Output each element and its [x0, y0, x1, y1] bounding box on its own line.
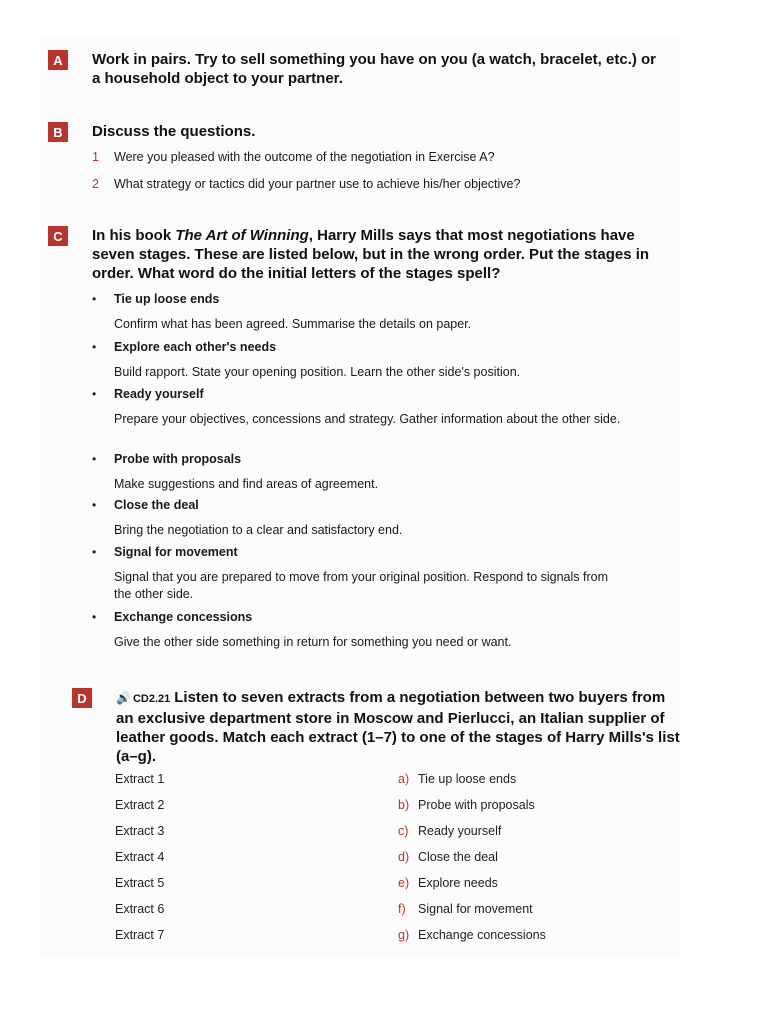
- book-title: The Art of Winning: [175, 227, 309, 244]
- option-item: a) Tie up loose ends: [398, 772, 517, 786]
- extract-item: Extract 5: [115, 876, 165, 890]
- section-a-letter: A: [48, 50, 68, 70]
- stage-title: Ready yourself: [114, 387, 204, 401]
- extract-item: Extract 4: [115, 850, 165, 864]
- extract-item: Extract 1: [115, 772, 165, 786]
- extract-item: Extract 7: [115, 928, 165, 942]
- stage-desc: Bring the negotiation to a clear and satisfactory end.: [114, 523, 403, 537]
- track-number: CD2.21: [132, 693, 171, 705]
- section-d-letter: D: [72, 688, 92, 708]
- stage-desc: Make suggestions and find areas of agreement.: [114, 477, 379, 491]
- audio-icon[interactable]: 🔊: [116, 691, 131, 705]
- question-item: 2 What strategy or tactics did your partner use to achieve his/her objective?: [92, 177, 521, 191]
- stage-desc: Prepare your objectives, concessions and strategy. Gather information about the other side.: [114, 412, 621, 426]
- extract-item: Extract 3: [115, 824, 165, 838]
- question-item: 1 Were you pleased with the outcome of the negotiation in Exercise A?: [92, 150, 495, 164]
- section-d-instruction: 🔊 CD2.21 Listen to seven extracts from a negotiation between two buyers from an exclusive department store in Moscow and Pierlucci, an Italian supplier of leather goods. Match each extract (1–7) to one of the stages of Harry Mills's list (a–g).: [116, 689, 680, 765]
- option-item: e) Explore needs: [398, 876, 498, 890]
- extract-item: Extract 2: [115, 798, 165, 812]
- stage-title: Signal for movement: [114, 545, 238, 559]
- option-item: g) Exchange concessions: [398, 928, 546, 942]
- stage-desc: Build rapport. State your opening position. Learn the other side's position.: [114, 365, 521, 379]
- stage-desc: Give the other side something in return for something you need or want.: [114, 635, 512, 649]
- extract-item: Extract 6: [115, 902, 165, 916]
- stage-title: Explore each other's needs: [114, 340, 277, 354]
- section-c-letter: C: [48, 226, 68, 246]
- option-item: f) Signal for movement: [398, 902, 533, 916]
- section-c-instruction: In his book The Art of Winning, Harry Mills says that most negotiations have seven stages. These are listed below, but in the wrong order. Put the stages in order. What word do the initial letters of the stages spell?: [92, 227, 650, 282]
- stage-desc: Confirm what has been agreed. Summarise the details on paper.: [114, 317, 472, 331]
- stage-title: Probe with proposals: [114, 452, 242, 466]
- stage-desc: Signal that you are prepared to move from your original position. Respond to signals from the other side.: [114, 570, 609, 601]
- section-b-instruction: Discuss the questions.: [92, 123, 256, 140]
- option-item: b) Probe with proposals: [398, 798, 535, 812]
- stage-title: Close the deal: [114, 498, 199, 512]
- section-a-instruction: Work in pairs. Try to sell something you have on you (a watch, bracelet, etc.) or a household object to your partner.: [92, 51, 657, 87]
- stage-title: Exchange concessions: [114, 610, 253, 624]
- stage-title: Tie up loose ends: [114, 292, 220, 306]
- section-b-letter: B: [48, 122, 68, 142]
- option-item: c) Ready yourself: [398, 824, 502, 838]
- option-item: d) Close the deal: [398, 850, 498, 864]
